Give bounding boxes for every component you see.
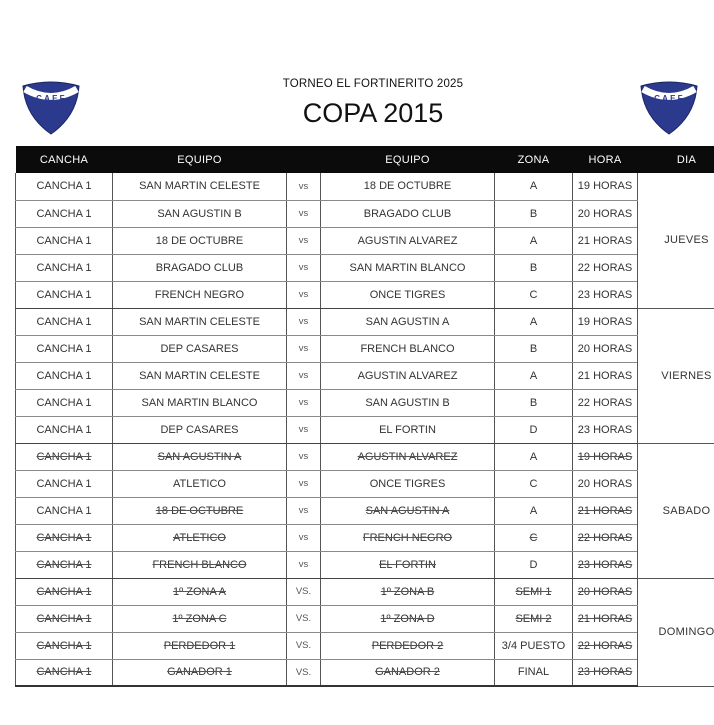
table-row — [16, 335, 714, 362]
cell-vs: vs — [287, 281, 321, 308]
cell-equipo-2: FRENCH BLANCO — [321, 335, 495, 362]
cell-equipo-2: BRAGADO CLUB — [321, 200, 495, 227]
column-header-vs — [287, 146, 321, 173]
cell-vs: vs — [287, 335, 321, 362]
cell-cancha: CANCHA 1 — [16, 362, 113, 389]
cell-zona: 3/4 PUESTO — [495, 632, 573, 659]
cell-hora: 19 HORAS — [573, 308, 638, 335]
table-row — [16, 632, 714, 659]
cell-hora: 20 HORAS — [573, 200, 638, 227]
cell-hora: 22 HORAS — [573, 254, 638, 281]
cell-hora: 22 HORAS — [573, 632, 638, 659]
cell-hora: 22 HORAS — [573, 389, 638, 416]
cell-dia: JUEVES — [638, 173, 714, 308]
cell-cancha: CANCHA 1 — [16, 200, 113, 227]
cell-equipo-1: 1º ZONA C — [113, 605, 287, 632]
cell-vs: VS. — [287, 632, 321, 659]
cell-equipo-2: 18 DE OCTUBRE — [321, 173, 495, 200]
cell-cancha: CANCHA 1 — [16, 470, 113, 497]
cell-equipo-2: EL FORTIN — [321, 551, 495, 578]
table-row — [16, 497, 714, 524]
cell-equipo-2: ONCE TIGRES — [321, 470, 495, 497]
cell-hora: 23 HORAS — [573, 416, 638, 443]
table-row — [16, 173, 714, 200]
cell-hora: 20 HORAS — [573, 470, 638, 497]
cell-cancha: CANCHA 1 — [16, 335, 113, 362]
cell-zona: A — [495, 227, 573, 254]
cell-equipo-1: SAN MARTIN CELESTE — [113, 362, 287, 389]
cell-equipo-2: AGUSTIN ALVAREZ — [321, 227, 495, 254]
table-row — [16, 416, 714, 443]
cell-zona: A — [495, 497, 573, 524]
cell-zona: B — [495, 335, 573, 362]
cell-equipo-2: AGUSTIN ALVAREZ — [321, 443, 495, 470]
cell-equipo-2: 1º ZONA D — [321, 605, 495, 632]
cell-vs: vs — [287, 308, 321, 335]
fixture-table — [15, 146, 714, 687]
cell-cancha: CANCHA 1 — [16, 227, 113, 254]
cell-hora: 23 HORAS — [573, 551, 638, 578]
page-title: COPA 2015 — [302, 98, 444, 128]
cell-zona: B — [495, 200, 573, 227]
column-header-equipo: EQUIPO — [321, 146, 495, 173]
table-header-row — [16, 146, 714, 173]
cell-zona: D — [495, 416, 573, 443]
cell-vs: vs — [287, 200, 321, 227]
svg-text:C.A.E.F.: C.A.E.F. — [654, 94, 684, 103]
cell-cancha: CANCHA 1 — [16, 389, 113, 416]
cell-equipo-1: SAN MARTIN CELESTE — [113, 308, 287, 335]
cell-cancha: CANCHA 1 — [16, 605, 113, 632]
cell-hora: 19 HORAS — [573, 443, 638, 470]
cell-vs: vs — [287, 443, 321, 470]
cell-equipo-1: SAN MARTIN BLANCO — [113, 389, 287, 416]
cell-hora: 21 HORAS — [573, 362, 638, 389]
cell-cancha: CANCHA 1 — [16, 416, 113, 443]
cell-equipo-1: 18 DE OCTUBRE — [113, 497, 287, 524]
cell-vs: vs — [287, 551, 321, 578]
cell-zona: C — [495, 281, 573, 308]
cell-vs: vs — [287, 389, 321, 416]
cell-cancha: CANCHA 1 — [16, 254, 113, 281]
cell-equipo-1: 18 DE OCTUBRE — [113, 227, 287, 254]
cell-vs: vs — [287, 497, 321, 524]
cell-cancha: CANCHA 1 — [16, 578, 113, 605]
column-header-equipo: EQUIPO — [113, 146, 287, 173]
cell-equipo-1: FRENCH BLANCO — [113, 551, 287, 578]
cell-vs: vs — [287, 173, 321, 200]
cell-zona: A — [495, 173, 573, 200]
cell-cancha: CANCHA 1 — [16, 281, 113, 308]
cell-cancha: CANCHA 1 — [16, 659, 113, 686]
cell-zona: C — [495, 524, 573, 551]
table-row — [16, 605, 714, 632]
cell-hora: 20 HORAS — [573, 578, 638, 605]
cell-vs: VS. — [287, 578, 321, 605]
cell-zona: C — [495, 470, 573, 497]
cell-vs: VS. — [287, 605, 321, 632]
cell-equipo-2: SAN AGUSTIN A — [321, 308, 495, 335]
cell-zona: SEMI 1 — [495, 578, 573, 605]
cell-equipo-1: ATLETICO — [113, 524, 287, 551]
cell-cancha: CANCHA 1 — [16, 497, 113, 524]
table-row — [16, 524, 714, 551]
cell-vs: VS. — [287, 659, 321, 686]
table-row — [16, 227, 714, 254]
cell-vs: vs — [287, 362, 321, 389]
table-row — [16, 362, 714, 389]
cell-equipo-2: 1º ZONA B — [321, 578, 495, 605]
cell-zona: B — [495, 389, 573, 416]
cell-hora: 20 HORAS — [573, 335, 638, 362]
column-header-hora: HORA — [573, 146, 638, 173]
cell-hora: 22 HORAS — [573, 524, 638, 551]
table-row — [16, 308, 714, 335]
cell-equipo-1: SAN AGUSTIN B — [113, 200, 287, 227]
cell-hora: 23 HORAS — [573, 659, 638, 686]
cell-hora: 23 HORAS — [573, 281, 638, 308]
cell-cancha: CANCHA 1 — [16, 173, 113, 200]
cell-hora: 21 HORAS — [573, 227, 638, 254]
table-row — [16, 578, 714, 605]
cell-zona: A — [495, 362, 573, 389]
cell-equipo-2: FRENCH NEGRO — [321, 524, 495, 551]
cell-equipo-2: SAN AGUSTIN A — [321, 497, 495, 524]
cell-zona: A — [495, 308, 573, 335]
cell-equipo-2: SAN MARTIN BLANCO — [321, 254, 495, 281]
cell-vs: vs — [287, 416, 321, 443]
cell-equipo-1: ATLETICO — [113, 470, 287, 497]
table-row — [16, 254, 714, 281]
cell-equipo-1: GANADOR 1 — [113, 659, 287, 686]
column-header-dia: DIA — [638, 146, 714, 173]
cell-zona: FINAL — [495, 659, 573, 686]
cell-equipo-2: SAN AGUSTIN B — [321, 389, 495, 416]
cell-equipo-2: ONCE TIGRES — [321, 281, 495, 308]
cell-dia: DOMINGO — [638, 578, 714, 686]
svg-text:C.A.E.F.: C.A.E.F. — [36, 94, 66, 103]
cell-zona: A — [495, 443, 573, 470]
cell-dia: VIERNES — [638, 308, 714, 443]
column-header-zona: ZONA — [495, 146, 573, 173]
cell-equipo-2: GANADOR 2 — [321, 659, 495, 686]
cell-zona: B — [495, 254, 573, 281]
table-row — [16, 443, 714, 470]
cell-equipo-1: 1º ZONA A — [113, 578, 287, 605]
table-row — [16, 551, 714, 578]
cell-equipo-1: BRAGADO CLUB — [113, 254, 287, 281]
table-row — [16, 470, 714, 497]
cell-vs: vs — [287, 524, 321, 551]
cell-equipo-2: EL FORTIN — [321, 416, 495, 443]
cell-hora: 21 HORAS — [573, 605, 638, 632]
cell-vs: vs — [287, 254, 321, 281]
cell-cancha: CANCHA 1 — [16, 443, 113, 470]
cell-equipo-2: PERDEDOR 2 — [321, 632, 495, 659]
cell-cancha: CANCHA 1 — [16, 551, 113, 578]
cell-equipo-1: SAN MARTIN CELESTE — [113, 173, 287, 200]
cell-vs: vs — [287, 470, 321, 497]
cell-equipo-1: PERDEDOR 1 — [113, 632, 287, 659]
cell-zona: SEMI 2 — [495, 605, 573, 632]
cell-equipo-2: AGUSTIN ALVAREZ — [321, 362, 495, 389]
cell-equipo-1: DEP CASARES — [113, 416, 287, 443]
column-header-cancha: CANCHA — [16, 146, 113, 173]
table-row — [16, 281, 714, 308]
cell-hora: 19 HORAS — [573, 173, 638, 200]
cell-equipo-1: DEP CASARES — [113, 335, 287, 362]
table-row — [16, 659, 714, 686]
cell-equipo-1: SAN AGUSTIN A — [113, 443, 287, 470]
cell-dia: SABADO — [638, 443, 714, 578]
cell-cancha: CANCHA 1 — [16, 632, 113, 659]
cell-hora: 21 HORAS — [573, 497, 638, 524]
table-row — [16, 200, 714, 227]
cell-equipo-1: FRENCH NEGRO — [113, 281, 287, 308]
cell-cancha: CANCHA 1 — [16, 308, 113, 335]
cell-zona: D — [495, 551, 573, 578]
table-row — [16, 389, 714, 416]
cell-cancha: CANCHA 1 — [16, 524, 113, 551]
cell-vs: vs — [287, 227, 321, 254]
tournament-subtitle: TORNEO EL FORTINERITO 2025 — [282, 78, 464, 90]
